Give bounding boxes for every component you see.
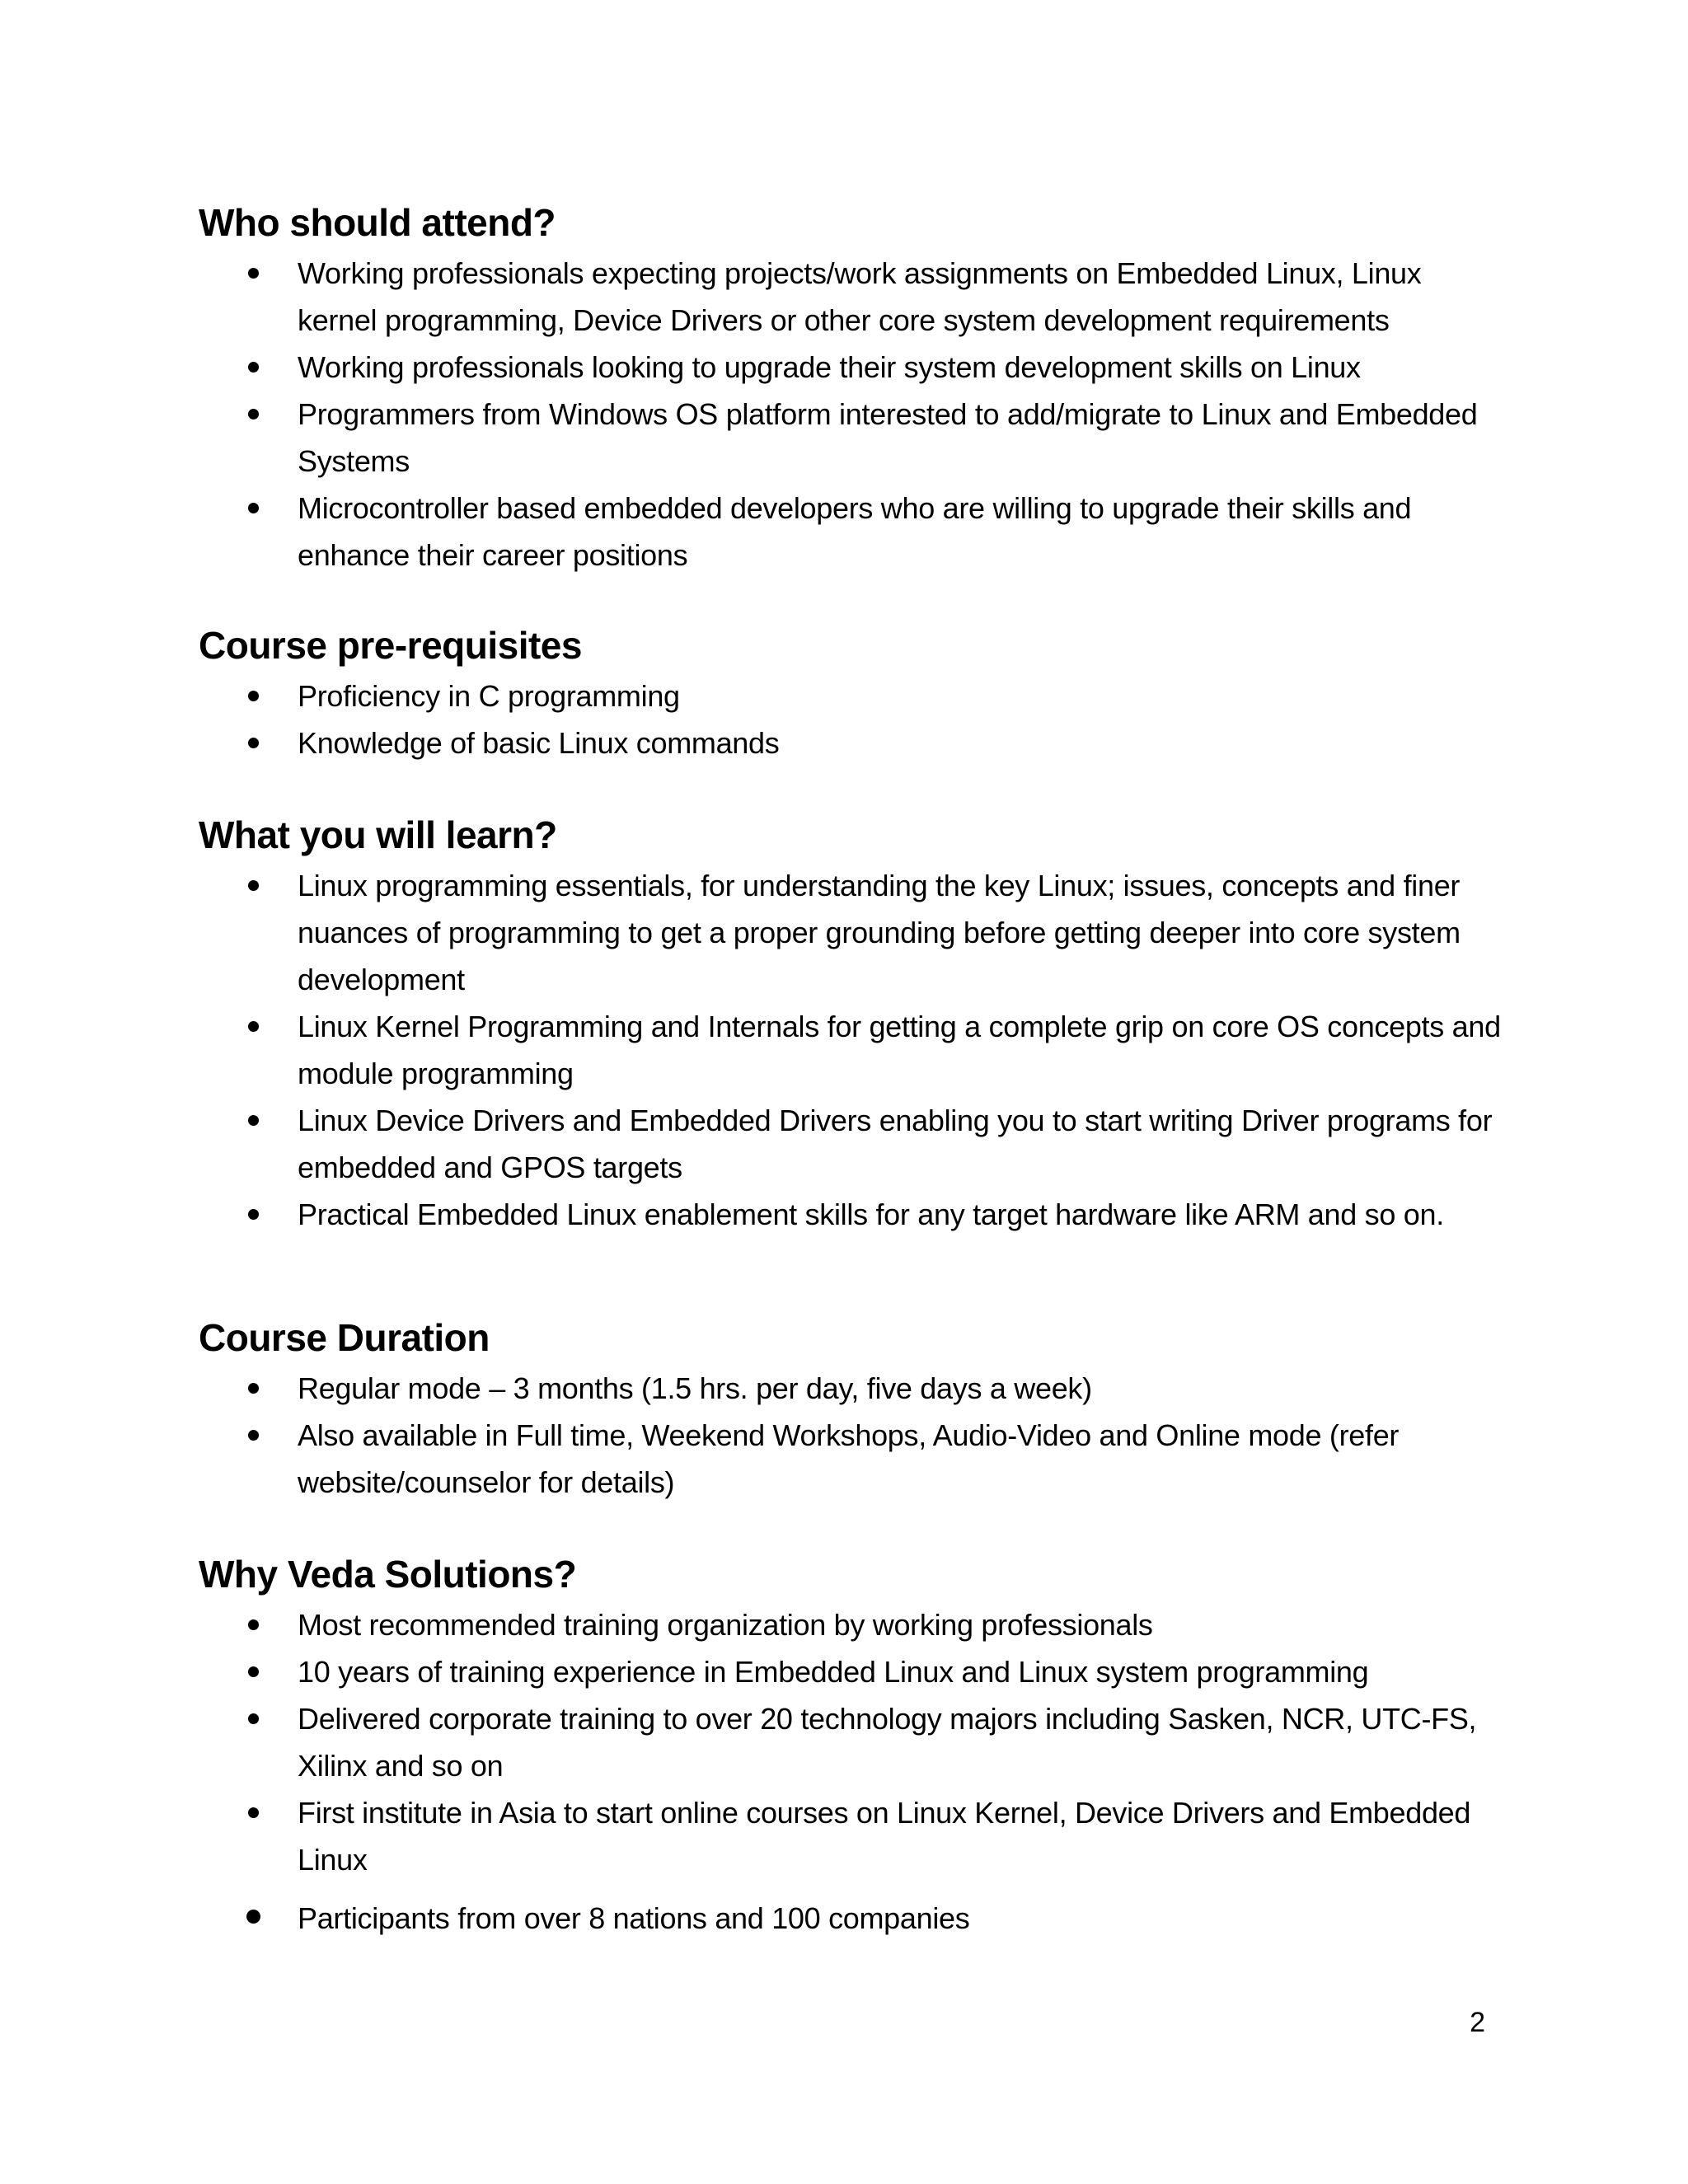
section-heading: Course pre-requisites — [199, 624, 582, 667]
list-item: Linux programming essentials, for understanding the key Linux; issues, concepts and finer nuances of programming to get a proper grounding before getting deeper into core system development — [199, 862, 1501, 1003]
bullet-icon — [248, 1619, 259, 1630]
bullet-icon — [248, 1115, 259, 1126]
bullet-icon — [248, 1021, 259, 1032]
list-item: First institute in Asia to start online courses on Linux Kernel, Device Drivers and Embedded Linux — [199, 1789, 1501, 1883]
bullet-icon — [248, 1713, 259, 1724]
bullet-icon — [248, 738, 259, 748]
list-item: Most recommended training organization by working professionals — [199, 1601, 1501, 1648]
list-item: Participants from over 8 nations and 100 companies — [199, 1895, 1501, 1942]
bullet-icon — [248, 1209, 259, 1220]
list-item: Linux Device Drivers and Embedded Drivers enabling you to start writing Driver programs for embedded and GPOS targets — [199, 1097, 1501, 1191]
bullet-list — [199, 1365, 1501, 1506]
section-course-prerequisites — [199, 622, 1501, 766]
list-item: Working professionals looking to upgrade their system development skills on Linux — [199, 344, 1501, 391]
bullet-icon — [248, 1666, 259, 1677]
bullet-icon — [248, 503, 259, 513]
section-heading: Who should attend? — [199, 201, 556, 244]
bullet-icon — [248, 691, 259, 701]
section-heading: Course Duration — [199, 1316, 490, 1359]
bullet-icon — [246, 1910, 260, 1924]
list-item: Linux Kernel Programming and Internals for getting a complete grip on core OS concepts and module programming — [199, 1003, 1501, 1097]
bullet-icon — [248, 1807, 259, 1818]
list-item: Working professionals expecting projects/work assignments on Embedded Linux, Linux kernel programming, Device Drivers or other core system development requirements — [199, 250, 1501, 344]
list-item: Proficiency in C programming — [199, 673, 1501, 719]
list-item: Also available in Full time, Weekend Workshops, Audio-Video and Online mode (refer website/counselor for details) — [199, 1412, 1501, 1506]
bullet-icon — [248, 362, 259, 373]
bullet-list — [199, 250, 1501, 579]
list-item: Delivered corporate training to over 20 technology majors including Sasken, NCR, UTC-FS, Xilinx and so on — [199, 1695, 1501, 1789]
section-heading: Why Veda Solutions? — [199, 1553, 577, 1596]
section-what-you-will-learn — [199, 812, 1501, 1238]
section-why-veda-solutions — [199, 1551, 1501, 1942]
bullet-icon — [248, 1430, 259, 1441]
list-item: Microcontroller based embedded developers who are willing to upgrade their skills and enhance their career positions — [199, 485, 1501, 579]
section-course-duration — [199, 1315, 1501, 1506]
page-number: 2 — [1470, 2007, 1485, 2038]
bullet-icon — [248, 268, 259, 279]
bullet-list — [199, 673, 1501, 766]
bullet-list — [199, 862, 1501, 1238]
bullet-icon — [248, 409, 259, 419]
bullet-icon — [248, 880, 259, 891]
list-item: Programmers from Windows OS platform interested to add/migrate to Linux and Embedded Systems — [199, 391, 1501, 485]
bullet-icon — [248, 1383, 259, 1394]
list-item: Knowledge of basic Linux commands — [199, 719, 1501, 766]
list-item: 10 years of training experience in Embedded Linux and Linux system programming — [199, 1648, 1501, 1695]
section-heading: What you will learn? — [199, 813, 557, 856]
list-item: Practical Embedded Linux enablement skills for any target hardware like ARM and so on. — [199, 1191, 1501, 1238]
list-item: Regular mode – 3 months (1.5 hrs. per day, five days a week) — [199, 1365, 1501, 1412]
section-who-should-attend — [199, 199, 1501, 579]
bullet-list — [199, 1601, 1501, 1942]
